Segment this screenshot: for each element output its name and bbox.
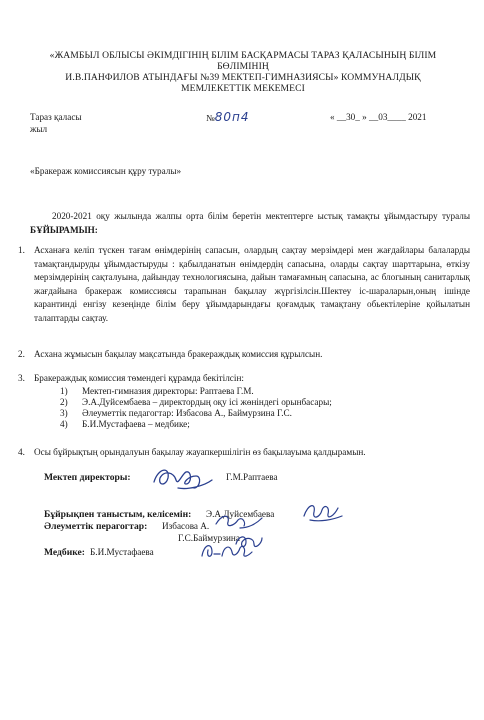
year-word: жыл (30, 124, 48, 134)
director-name: Г.М.Раптаева (226, 472, 278, 482)
commission-members-list (60, 386, 440, 430)
director-signature (148, 458, 218, 494)
nurse-label: Медбике: (44, 547, 85, 558)
header-line-2: БӨЛІМІНІҢ (217, 61, 269, 72)
item-number: 3. (18, 373, 25, 383)
order-item-4 (18, 446, 470, 460)
order-item-1 (18, 244, 470, 326)
order-item-2 (18, 348, 470, 362)
social-pedagogue-name-1: Избасова А. (162, 521, 210, 531)
header-line-3: И.В.ПАНФИЛОВ АТЫНДАҒЫ №39 МЕКТЕП-ГИМНАЗИЯСЫ» КОММУНАЛДЫҚ (65, 72, 421, 83)
intro-text: 2020-2021 оқу жылында жалпы орта білім беретін мектептерге ыстық тамақты ұйымдастыру туралы (52, 211, 470, 221)
social-pedagogues-label: Әлеуметтік перагогтар: (44, 521, 148, 532)
item-text: Бракераждық комиссия төмендегі құрамда бекітілсін: (34, 373, 244, 383)
nurse-signature (198, 536, 254, 564)
list-item: 2) Э.А.Дуйсембаева – директордың оқу ісі жөніндегі орынбасары; (60, 397, 332, 407)
acknowledgement-label: Бұйрықпен таныстым, келісемін: (44, 509, 192, 520)
acknowledgement-name: Э.А.Дуйсембаева (206, 509, 275, 519)
item-text-continued: Шектеу іс-шараларын,оның ішінде карантиндi енгізу кезеңінде білім беру ұйымдарындағы қоғамдық тамақтану обьектілеріне қойылатын талаптарды сақтау. (34, 285, 470, 323)
social-pedagogue-name-2: Г.С.Баймурзина (178, 533, 240, 543)
social-pedagogue-signature-1 (212, 510, 264, 532)
list-item: 3) Әлеуметтік педагогтар: Избасова А., Баймурзина Г.С. (60, 408, 292, 418)
list-item: 1) Мектеп-гимназия директоры: Раптаева Г.М. (60, 386, 254, 396)
item-text: Асханаға келіп түскен тағам өнімдерінің сапасын, олардың сақтау мерзімдері мен жағдайлары балаларды тамақтандыруды ұйымдастыруды : қабылданатын өнімдердің сапасына, оларды сақтау шарттарына, өткізу мерзімдерінің сақталуына, дайындау технологиясына, дайын тамағамның сапасына, ас блогының санитарлық жағдайына бракераж комиссиясы тарапынан бақылау жүргізілсін. (34, 245, 470, 296)
item-number: 2. (18, 349, 25, 359)
header-line-1: «ЖАМБЫЛ ОБЛЫСЫ ӘКІМДІГІНІҢ БІЛІМ БАСҚАРМАСЫ ТАРАЗ ҚАЛАСЫНЫҢ БІЛІМ (49, 50, 437, 61)
item-text: Асхана жұмысын бақылау мақсатында бракераждық комиссия құрылсын. (34, 349, 323, 359)
item-text: Осы бұйрықтың орындалуын бақылау жауапкершілігін өз бақылауыма қалдырамын. (34, 447, 366, 457)
deputy-signature (300, 498, 346, 524)
director-label: Мектеп директоры: (44, 472, 131, 483)
item-number: 1. (18, 245, 25, 255)
intro-paragraph (30, 210, 470, 237)
number-prefix: № (206, 113, 215, 123)
list-item: 4) Б.И.Мустафаева – медбике; (60, 419, 190, 429)
order-subject: «Бракераж комиссиясын құру туралы» (30, 166, 182, 176)
city-label: Тараз қаласы (30, 112, 82, 122)
intro-emphasis: БҰЙЫРАМЫН: (30, 224, 98, 235)
item-number: 4. (18, 447, 25, 457)
order-number (206, 112, 250, 124)
handwritten-number: 80п4 (214, 110, 250, 124)
header-line-4: МЕМЛЕКЕТТІК МЕКЕМЕСІ (181, 83, 305, 94)
nurse-name: Б.И.Мустафаева (90, 547, 154, 557)
order-date: « __30_ » __03____ 2021 (330, 112, 427, 122)
order-item-3 (18, 372, 470, 386)
